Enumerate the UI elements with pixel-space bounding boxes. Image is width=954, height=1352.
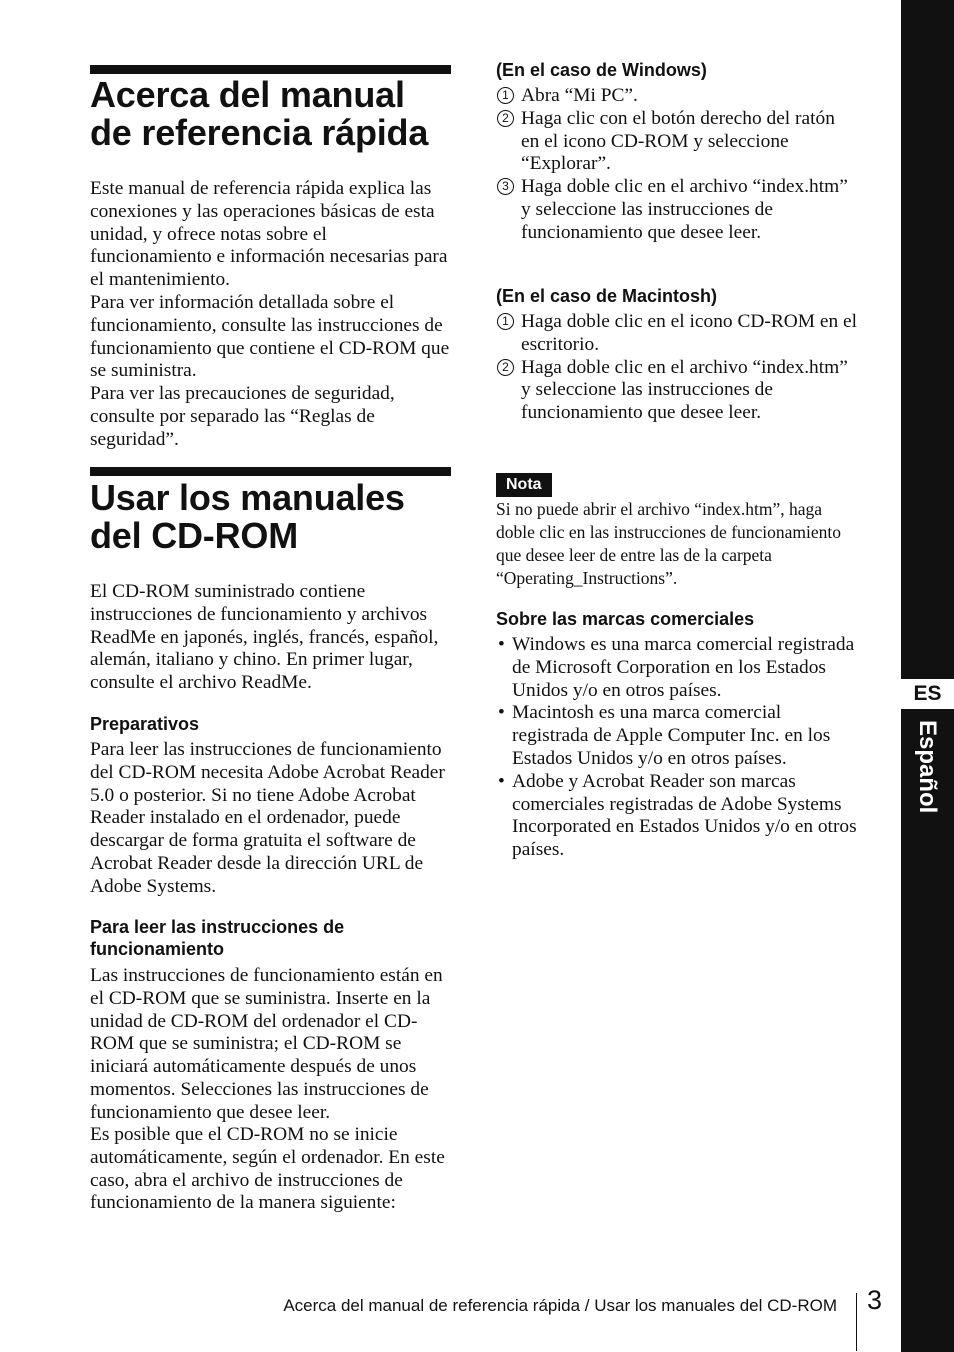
- language-code: ES: [901, 679, 954, 709]
- paragraph: Para ver las precauciones de seguridad, consulte por separado las “Reglas de seguridad”.: [90, 383, 395, 450]
- step-item: 1 Haga doble clic en el icono CD-ROM en el escritorio.: [496, 311, 858, 357]
- windows-steps: [496, 85, 858, 245]
- nota-text: Si no puede abrir el archivo “index.htm”, haga doble clic en las instrucciones de funcionamiento que desee leer de entre las de la carpeta “Operating_Instructions”.: [496, 499, 842, 588]
- step-item: 1 Abra “Mi PC”.: [496, 85, 858, 108]
- step-number-icon: 3: [497, 178, 514, 195]
- language-side-tab: [901, 0, 954, 1352]
- list-item: • Adobe y Acrobat Reader son marcas comerciales registradas de Adobe Systems Incorporated en Estados Unidos y/o en otros países.: [498, 770, 857, 861]
- trademark-list: [496, 634, 858, 862]
- list-item: • Windows es una marca comercial registrada de Microsoft Corporation en los Estados Unidos y/o en otros países.: [498, 634, 855, 701]
- paragraph: Para leer las instrucciones de funcionamiento del CD-ROM necesita Adobe Acrobat Reader 5.0 o posterior. Si no tiene Adobe Acrobat Reader instalado en el ordenador, puede descargar de forma gratuita el software de Acrobat Reader desde la dirección URL de Adobe Systems.: [90, 739, 445, 897]
- section-rule: [90, 467, 451, 476]
- step-item: 2 Haga clic con el botón derecho del ratón en el icono CD-ROM y seleccione “Explorar”.: [496, 108, 858, 176]
- page-number: 3: [867, 1285, 883, 1315]
- bullet-icon: •: [498, 702, 505, 724]
- list-item: • Macintosh es una marca comercial registrada de Apple Computer Inc. en los Estados Unidos y/o en otros países.: [498, 702, 831, 769]
- section-title-acerca: Acerca del manual de referencia rápida: [90, 74, 429, 153]
- section-rule: [90, 65, 451, 74]
- subheading-preparativos: Preparativos: [90, 714, 200, 734]
- subheading-windows: (En el caso de Windows): [496, 60, 707, 80]
- step-number-icon: 1: [497, 87, 514, 104]
- nota-badge: Nota: [496, 473, 552, 497]
- footer-title: Acerca del manual de referencia rápida / Usar los manuales del CD-ROM: [283, 1296, 837, 1315]
- step-number-icon: 1: [497, 313, 514, 330]
- subheading-macintosh: (En el caso de Macintosh): [496, 286, 718, 306]
- bullet-icon: •: [498, 634, 505, 655]
- step-number-icon: 2: [497, 359, 514, 376]
- intro-paragraph: El CD-ROM suministrado contiene instrucciones de funcionamiento y archivos ReadMe en japonés, inglés, francés, español, alemán, italiano y chino. En primer lugar, consulte el archivo ReadMe.: [90, 581, 439, 694]
- footer-divider: [856, 1293, 857, 1351]
- mac-steps: [496, 311, 858, 425]
- bullet-icon: •: [498, 770, 505, 792]
- paragraph: Es posible que el CD-ROM no se inicie automáticamente, según el ordenador. En este caso, abra el archivo de instrucciones de funcionamiento de la manera siguiente:: [90, 1124, 445, 1214]
- subheading-trademarks: Sobre las marcas comerciales: [496, 609, 755, 629]
- step-item: 2 Haga doble clic en el archivo “index.htm” y seleccione las instrucciones de funcionamiento que desee leer.: [496, 357, 858, 425]
- paragraph: Para ver información detallada sobre el funcionamiento, consulte las instrucciones de funcionamiento que contiene el CD-ROM que se suministra.: [90, 292, 450, 382]
- subheading-leer-instrucciones: Para leer las instrucciones de funcionamiento: [90, 917, 345, 959]
- step-item: 3 Haga doble clic en el archivo “index.htm” y seleccione las instrucciones de funcionamiento que desee leer.: [496, 176, 858, 244]
- paragraph: Este manual de referencia rápida explica las conexiones y las operaciones básicas de esta unidad, y ofrece notas sobre el funcionamiento e información necesarias para el mantenimiento.: [90, 178, 448, 291]
- language-name: Español: [914, 720, 941, 814]
- step-number-icon: 2: [497, 110, 514, 127]
- section-title-usar: Usar los manuales del CD-ROM: [90, 477, 405, 556]
- paragraph: Las instrucciones de funcionamiento están en el CD-ROM que se suministra. Inserte en la unidad de CD-ROM del ordenador el CD-ROM que se suministra; el CD-ROM se iniciará automáticamente después de unos momentos. Selecciones las instrucciones de funcionamiento que desee leer.: [90, 965, 443, 1123]
